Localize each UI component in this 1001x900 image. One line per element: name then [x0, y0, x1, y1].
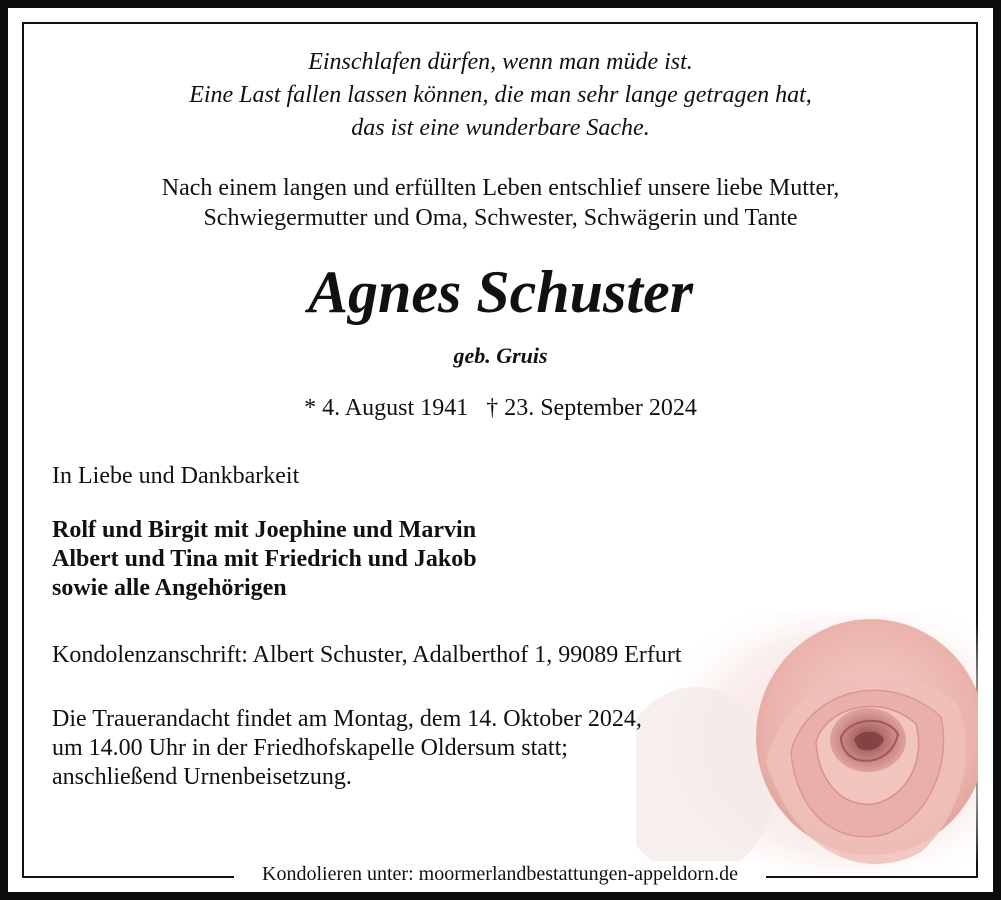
footer-rule-left	[24, 876, 236, 878]
quote-line-3: das ist eine wunderbare Sache.	[351, 115, 650, 141]
intro-line-1: Nach einem langen und erfüllten Leben entschlief unsere liebe Mutter,	[161, 175, 840, 201]
life-dates: * 4. August 1941 † 23. September 2024	[304, 395, 697, 421]
pink-rose-image	[636, 612, 978, 874]
mourner-line-3: sowie alle Angehörigen	[52, 575, 287, 601]
mourner-line-1: Rolf und Birgit mit Joephine und Marvin	[52, 517, 477, 543]
mourners-intro: In Liebe und Dankbarkeit	[52, 463, 300, 489]
mourner-line-2: Albert und Tina mit Friedrich und Jakob	[52, 546, 477, 572]
deceased-name: Agnes Schuster	[307, 259, 694, 325]
condolence-address: Kondolenzanschrift: Albert Schuster, Adalberthof 1, 99089 Erfurt	[52, 642, 682, 668]
footer-rule-right	[764, 876, 976, 878]
service-line-1: Die Trauerandacht findet am Montag, dem 14. Oktober 2024,	[52, 706, 642, 732]
service-line-3: anschließend Urnenbeisetzung.	[52, 764, 352, 790]
service-line-2: um 14.00 Uhr in der Friedhofskapelle Oldersum statt;	[52, 735, 568, 761]
quote-line-2: Eine Last fallen lassen können, die man sehr lange getragen hat,	[189, 82, 812, 108]
footer-condolence-link[interactable]: Kondolieren unter: moormerlandbestattungen-appeldorn.de	[234, 861, 766, 887]
intro-line-2: Schwiegermutter und Oma, Schwester, Schwägerin und Tante	[203, 205, 798, 231]
quote-line-1: Einschlafen dürfen, wenn man müde ist.	[308, 49, 693, 75]
maiden-name: geb. Gruis	[453, 343, 548, 368]
